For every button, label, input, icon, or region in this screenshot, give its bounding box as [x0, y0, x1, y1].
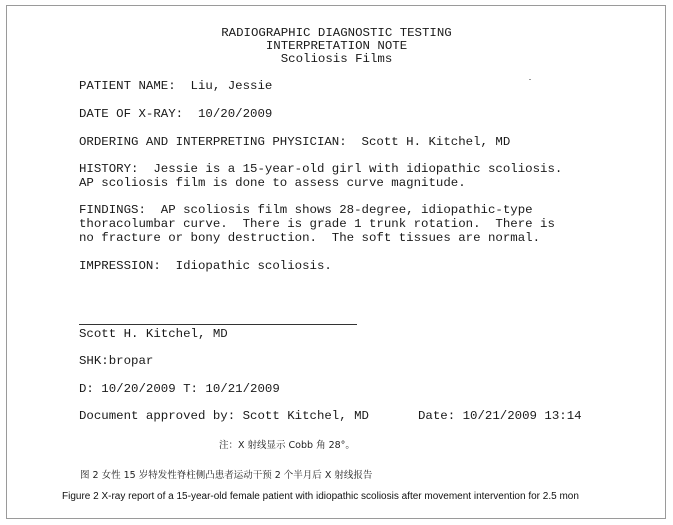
findings-line-2: thoracolumbar curve. There is grade 1 trunk rotation. There is [79, 217, 555, 231]
signature-name: Scott H. Kitchel, MD [79, 327, 228, 341]
history-line-2: AP scoliosis film is done to assess curve magnitude. [79, 176, 466, 190]
report-title-line-1: RADIOGRAPHIC DIAGNOSTIC TESTING [221, 26, 452, 40]
impression: IMPRESSION: Idiopathic scoliosis. [79, 259, 332, 273]
physician: ORDERING AND INTERPRETING PHYSICIAN: Scott H. Kitchel, MD [79, 135, 511, 149]
date-of-xray: DATE OF X-RAY: 10/20/2009 [79, 107, 273, 121]
findings-line-1: FINDINGS: AP scoliosis film shows 28-degree, idiopathic-type [79, 203, 533, 217]
signature-line [79, 324, 357, 325]
initials: SHK:bropar [79, 354, 154, 368]
note-cn: 注：X 射线显示 Cobb 角 28°。 [219, 440, 355, 451]
patient-name: PATIENT NAME: Liu, Jessie [79, 79, 273, 93]
caption-en: Figure 2 X-ray report of a 15-year-old female patient with idiopathic scoliosis after movement intervention for 2.5 mon [62, 491, 579, 502]
history-line-1: HISTORY: Jessie is a 15-year-old girl with idiopathic scoliosis. [79, 162, 563, 176]
scan-speck [529, 79, 531, 80]
findings-line-3: no fracture or bony destruction. The soft tissues are normal. [79, 231, 541, 245]
dictation-dates: D: 10/20/2009 T: 10/21/2009 [79, 382, 280, 396]
report-title-line-2: INTERPRETATION NOTE [265, 39, 408, 53]
approved-date: Date: 10/21/2009 13:14 [418, 409, 582, 423]
report-title-line-3: Scoliosis Films [280, 52, 393, 66]
caption-cn: 图 2 女性 15 岁特发性脊柱侧凸患者运动干预 2 个半月后 X 射线报告 [80, 470, 373, 481]
approved-by: Document approved by: Scott Kitchel, MD [79, 409, 369, 423]
